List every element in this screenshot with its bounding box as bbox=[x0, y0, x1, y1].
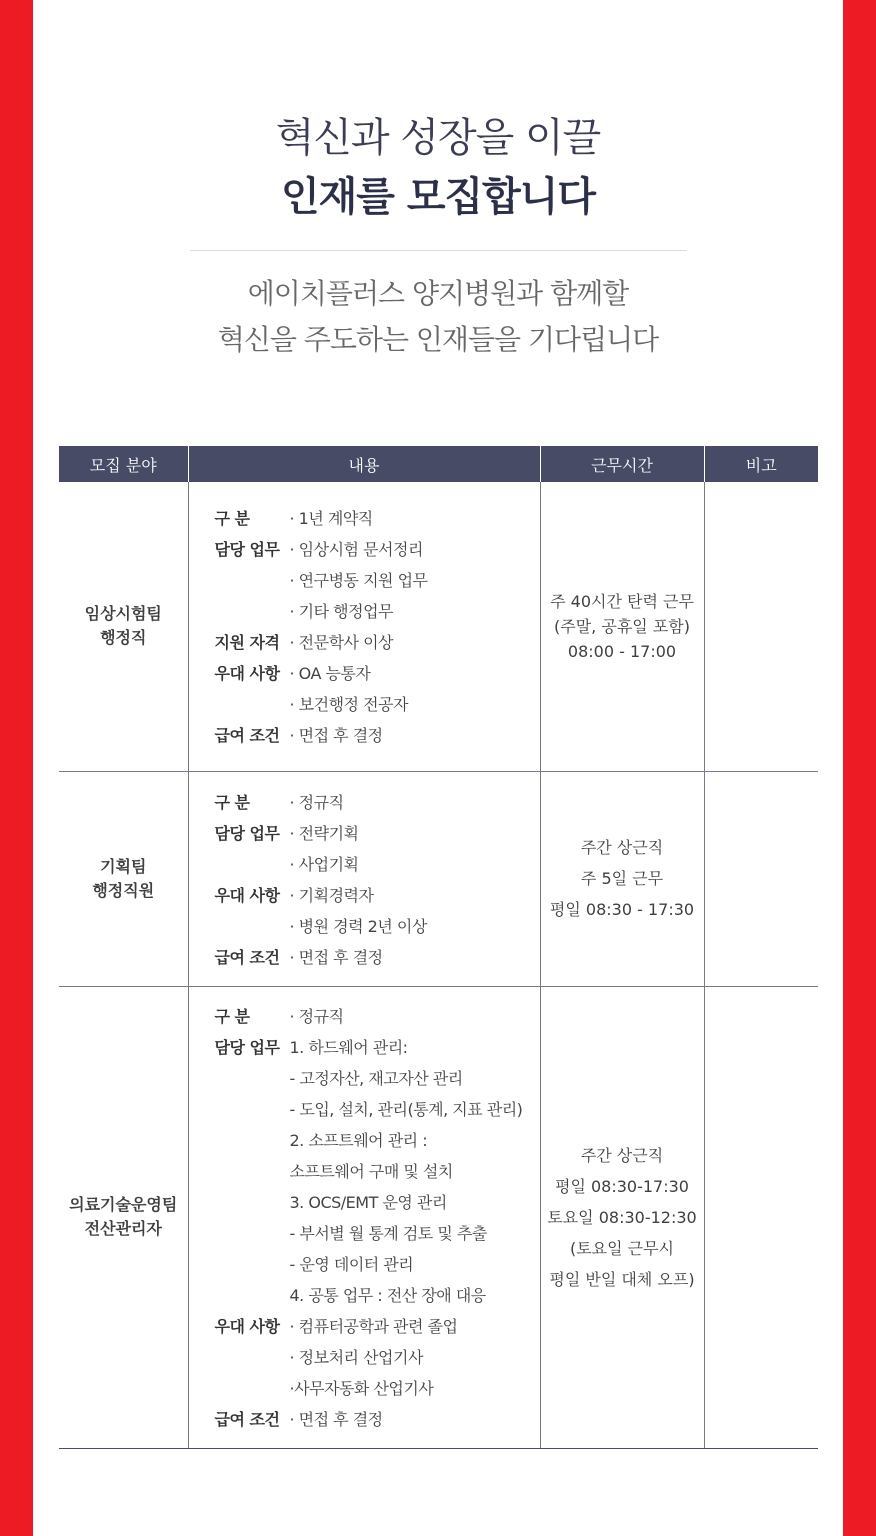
hero-title-line2: 인재를 모집합니다 bbox=[280, 174, 596, 220]
detail-line bbox=[215, 657, 540, 688]
detail-value: - 부서별 월 통계 검토 및 추출 bbox=[289, 1224, 487, 1243]
hours-line: 주간 상근직 bbox=[580, 1145, 664, 1165]
detail-label: 담당 업무 bbox=[214, 1038, 280, 1057]
detail-value: · 병원 경력 2년 이상 bbox=[289, 916, 427, 936]
detail-line bbox=[215, 817, 540, 848]
field-name: 의료기술운영팀 bbox=[69, 1195, 178, 1214]
detail-label: 지원 자격 bbox=[214, 633, 280, 653]
detail-value: · 정규직 bbox=[289, 792, 344, 812]
hours-line: (주말, 공휴일 포함) bbox=[554, 616, 690, 636]
detail-line bbox=[215, 1124, 540, 1155]
hero-subtitle-line2: 혁신을 주도하는 인재들을 기다립니다 bbox=[217, 323, 659, 356]
detail-value: · 면접 후 결정 bbox=[289, 1410, 383, 1429]
field-role: 행정직원 bbox=[92, 880, 155, 900]
hero-section bbox=[33, 110, 843, 363]
detail-value: · 면접 후 결정 bbox=[289, 947, 383, 967]
detail-label: 우대 사항 bbox=[214, 1317, 280, 1336]
detail-line bbox=[215, 848, 540, 879]
detail-value: · 1년 계약직 bbox=[289, 509, 373, 529]
detail-value: · 전략기획 bbox=[289, 823, 359, 843]
detail-value: 3. OCS/EMT 운영 관리 bbox=[289, 1193, 447, 1212]
detail-line bbox=[215, 533, 540, 564]
right-accent-bar bbox=[843, 0, 876, 1536]
hours-line: 평일 08:30 - 17:30 bbox=[549, 900, 695, 919]
header-note: 비고 bbox=[704, 446, 818, 482]
detail-label: 급여 조건 bbox=[214, 947, 280, 967]
field-role: 전산관리자 bbox=[84, 1219, 162, 1238]
field-cell bbox=[59, 771, 188, 986]
hours-line: 주 5일 근무 bbox=[580, 869, 664, 888]
detail-line bbox=[215, 626, 540, 657]
header-field: 모집 분야 bbox=[59, 446, 188, 482]
detail-label: 우대 사항 bbox=[214, 664, 280, 684]
field-name: 기획팀 bbox=[100, 856, 147, 876]
detail-line bbox=[215, 688, 540, 719]
hours-line: 08:00 - 17:00 bbox=[567, 641, 677, 661]
detail-value: · 면접 후 결정 bbox=[289, 726, 383, 746]
detail-value: · 보건행정 전공자 bbox=[289, 695, 408, 715]
detail-value: 1. 하드웨어 관리: bbox=[289, 1038, 408, 1057]
details-cell bbox=[188, 986, 540, 1448]
detail-label: 구 분 bbox=[214, 509, 250, 529]
detail-line bbox=[215, 1031, 540, 1062]
note-cell bbox=[704, 771, 818, 986]
table-row bbox=[59, 986, 818, 1448]
hero-divider bbox=[190, 250, 687, 251]
detail-value: ·사무자동화 산업기사 bbox=[289, 1379, 434, 1398]
detail-line bbox=[215, 910, 540, 941]
detail-value: · 연구병동 지원 업무 bbox=[289, 571, 428, 591]
detail-label: 우대 사항 bbox=[214, 885, 280, 905]
details-cell bbox=[188, 482, 540, 771]
field-cell bbox=[59, 482, 188, 771]
note-cell bbox=[704, 986, 818, 1448]
detail-value: · 임상시험 문서정리 bbox=[289, 540, 423, 560]
table-header-row bbox=[59, 446, 818, 482]
detail-value: 2. 소프트웨어 관리 : bbox=[289, 1131, 428, 1150]
detail-label: 구 분 bbox=[214, 792, 250, 812]
hours-cell bbox=[540, 482, 704, 771]
hours-cell bbox=[540, 986, 704, 1448]
note-cell bbox=[704, 482, 818, 771]
detail-line bbox=[215, 1372, 540, 1403]
detail-line bbox=[215, 595, 540, 626]
hours-line: (토요일 근무시 bbox=[569, 1238, 675, 1258]
detail-line bbox=[215, 1155, 540, 1186]
hours-line: 주간 상근직 bbox=[580, 838, 664, 857]
detail-line bbox=[215, 1310, 540, 1341]
detail-value: · 기타 행정업무 bbox=[289, 602, 393, 622]
detail-label: 담당 업무 bbox=[214, 823, 280, 843]
hero-title-line1: 혁신과 성장을 이끌 bbox=[275, 115, 601, 161]
detail-value: 4. 공통 업무 : 전산 장애 대응 bbox=[289, 1286, 486, 1305]
detail-line bbox=[215, 1186, 540, 1217]
detail-label: 구 분 bbox=[214, 1007, 250, 1026]
detail-line bbox=[215, 1062, 540, 1093]
detail-label: 담당 업무 bbox=[214, 540, 280, 560]
detail-line bbox=[215, 1403, 540, 1434]
details-cell bbox=[188, 771, 540, 986]
detail-value: 소프트웨어 구매 및 설치 bbox=[289, 1162, 453, 1181]
detail-value: · 정규직 bbox=[289, 1007, 344, 1026]
detail-value: · 기획경력자 bbox=[289, 885, 374, 905]
field-cell bbox=[59, 986, 188, 1448]
detail-value: · 사업기획 bbox=[289, 854, 359, 874]
header-content: 내용 bbox=[188, 446, 540, 482]
detail-value: - 운영 데이터 관리 bbox=[289, 1255, 414, 1274]
detail-value: · 컴퓨터공학과 관련 졸업 bbox=[289, 1317, 458, 1336]
header-hours: 근무시간 bbox=[540, 446, 704, 482]
recruitment-table bbox=[59, 446, 818, 1449]
field-role: 행정직 bbox=[100, 628, 147, 648]
detail-line bbox=[215, 719, 540, 750]
detail-line bbox=[215, 564, 540, 595]
detail-line bbox=[215, 1217, 540, 1248]
hero-subtitle-line1: 에이치플러스 양지병원과 함께할 bbox=[247, 277, 629, 310]
detail-line bbox=[215, 879, 540, 910]
left-accent-bar bbox=[0, 0, 33, 1536]
detail-line bbox=[215, 1279, 540, 1310]
detail-value: · 전문학사 이상 bbox=[289, 633, 393, 653]
detail-label: 급여 조건 bbox=[214, 1410, 280, 1429]
detail-line bbox=[215, 1341, 540, 1372]
detail-line bbox=[215, 1000, 540, 1031]
hours-line: 평일 반일 대체 오프) bbox=[549, 1269, 695, 1289]
detail-value: - 도입, 설치, 관리(통계, 지표 관리) bbox=[289, 1100, 523, 1119]
detail-line bbox=[215, 502, 540, 533]
detail-value: · 정보처리 산업기사 bbox=[289, 1348, 423, 1367]
detail-value: · OA 능통자 bbox=[289, 664, 371, 684]
hours-line: 토요일 08:30-12:30 bbox=[547, 1207, 697, 1227]
detail-value: - 고정자산, 재고자산 관리 bbox=[289, 1069, 463, 1088]
table-row bbox=[59, 482, 818, 771]
hours-line: 주 40시간 탄력 근무 bbox=[550, 591, 694, 611]
table-row bbox=[59, 771, 818, 986]
detail-label: 급여 조건 bbox=[214, 726, 280, 746]
detail-line bbox=[215, 786, 540, 817]
detail-line bbox=[215, 1093, 540, 1124]
hours-cell bbox=[540, 771, 704, 986]
hours-line: 평일 08:30-17:30 bbox=[555, 1176, 689, 1196]
detail-line bbox=[215, 941, 540, 972]
detail-line bbox=[215, 1248, 540, 1279]
field-name: 임상시험팀 bbox=[84, 604, 162, 624]
